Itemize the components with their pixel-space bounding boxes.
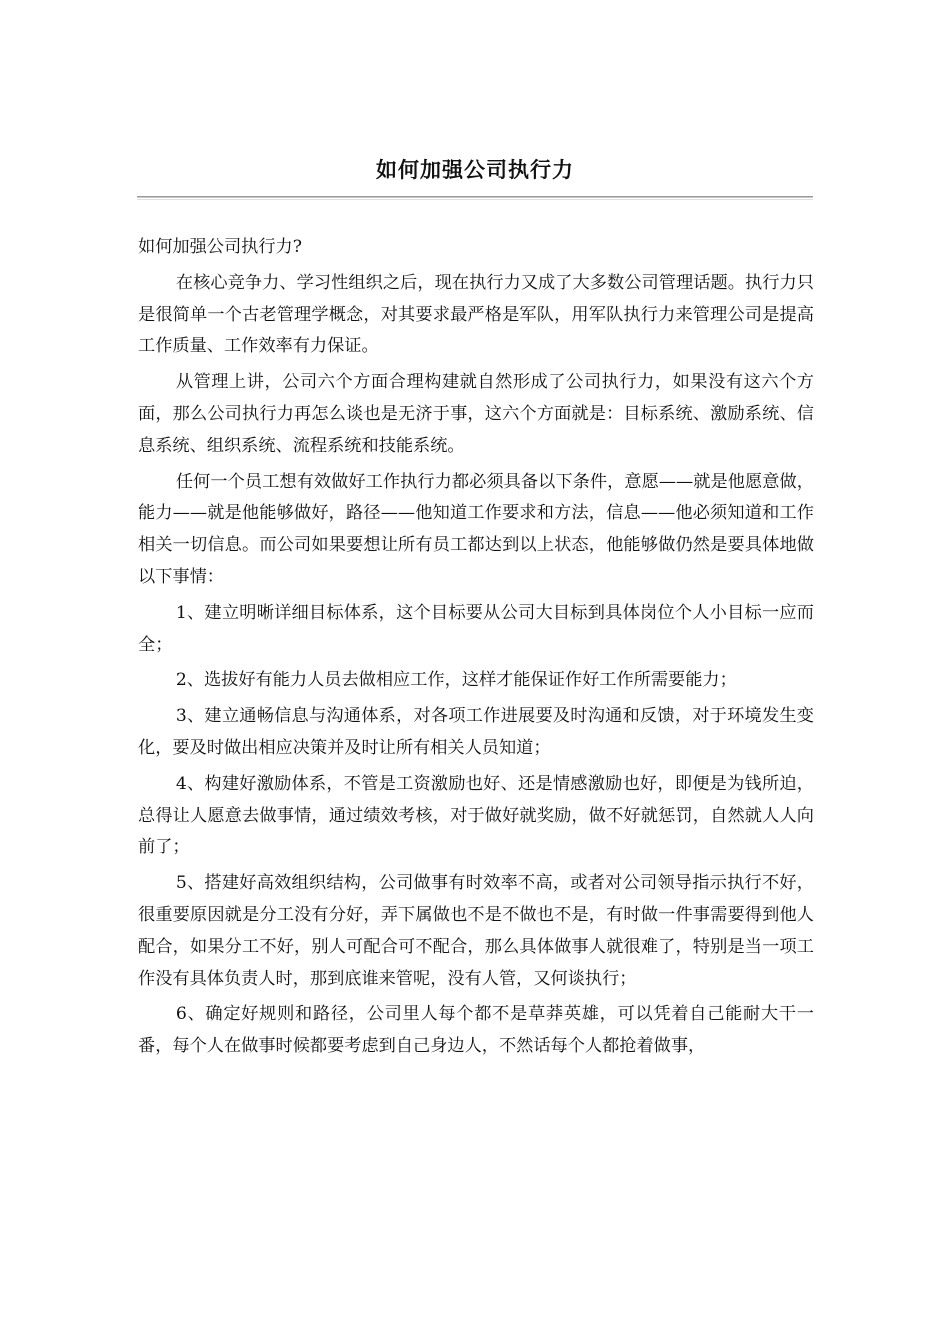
document-body — [138, 232, 814, 1067]
document-title: 如何加强公司执行力 — [376, 157, 574, 182]
list-item: 1、建立明晰详细目标体系，这个目标要从公司大目标到具体岗位个人小目标一应而全； — [138, 602, 814, 655]
paragraph: 从管理上讲，公司六个方面合理构建就自然形成了公司执行力，如果没有这六个方面，那么公司执行力再怎么谈也是无济于事，这六个方面就是：目标系统、激励系统、信息系统、组织系统、流程系统和技能系统。 — [138, 372, 814, 456]
list-item: 5、搭建好高效组织结构，公司做事有时效率不高，或者对公司领导指示执行不好，很重要原因就是分工没有分好，弄下属做也不是不做也不是，有时做一件事需要得到他人配合，如果分工不好，别人可配合可不配合，那么具体做事人就很难了，特别是当一项工作没有具体负责人时，那到底谁来管呢，没有人管，又何谈执行； — [138, 873, 814, 989]
title-divider-shadow — [137, 199, 813, 200]
list-item: 4、构建好激励体系，不管是工资激励也好、还是情感激励也好，即便是为钱所迫，总得让人愿意去做事情，通过绩效考核，对于做好就奖励，做不好就惩罚，自然就人人向前了； — [138, 773, 814, 858]
paragraph: 在核心竞争力、学习性组织之后，现在执行力又成了大多数公司管理话题。执行力只是很简单一个古老管理学概念，对其要求最严格是军队，用军队执行力来管理公司是提高工作质量、工作效率有力保证。 — [138, 272, 814, 357]
question-line: 如何加强公司执行力? — [138, 237, 302, 257]
list-item: 3、建立通畅信息与沟通体系，对各项工作进展要及时沟通和反馈，对于环境发生变化，要及时做出相应决策并及时让所有相关人员知道； — [138, 706, 814, 758]
paragraph: 任何一个员工想有效做好工作执行力都必须具备以下条件，意愿——就是他愿意做，能力——就是他能够做好，路径——他知道工作要求和方法，信息——他必须知道和工作相关一切信息。而公司如果要想让所有员工都达到以上状态，他能够做仍然是要具体地做以下事情： — [138, 471, 814, 587]
list-item: 6、确定好规则和路径，公司里人每个都不是草莽英雄，可以凭着自己能耐大干一番，每个人在做事时候都要考虑到自己身边人，不然话每个人都抢着做事， — [138, 1004, 814, 1057]
title-divider — [137, 196, 813, 198]
list-item: 2、选拔好有能力人员去做相应工作，这样才能保证作好工作所需要能力； — [175, 670, 737, 691]
